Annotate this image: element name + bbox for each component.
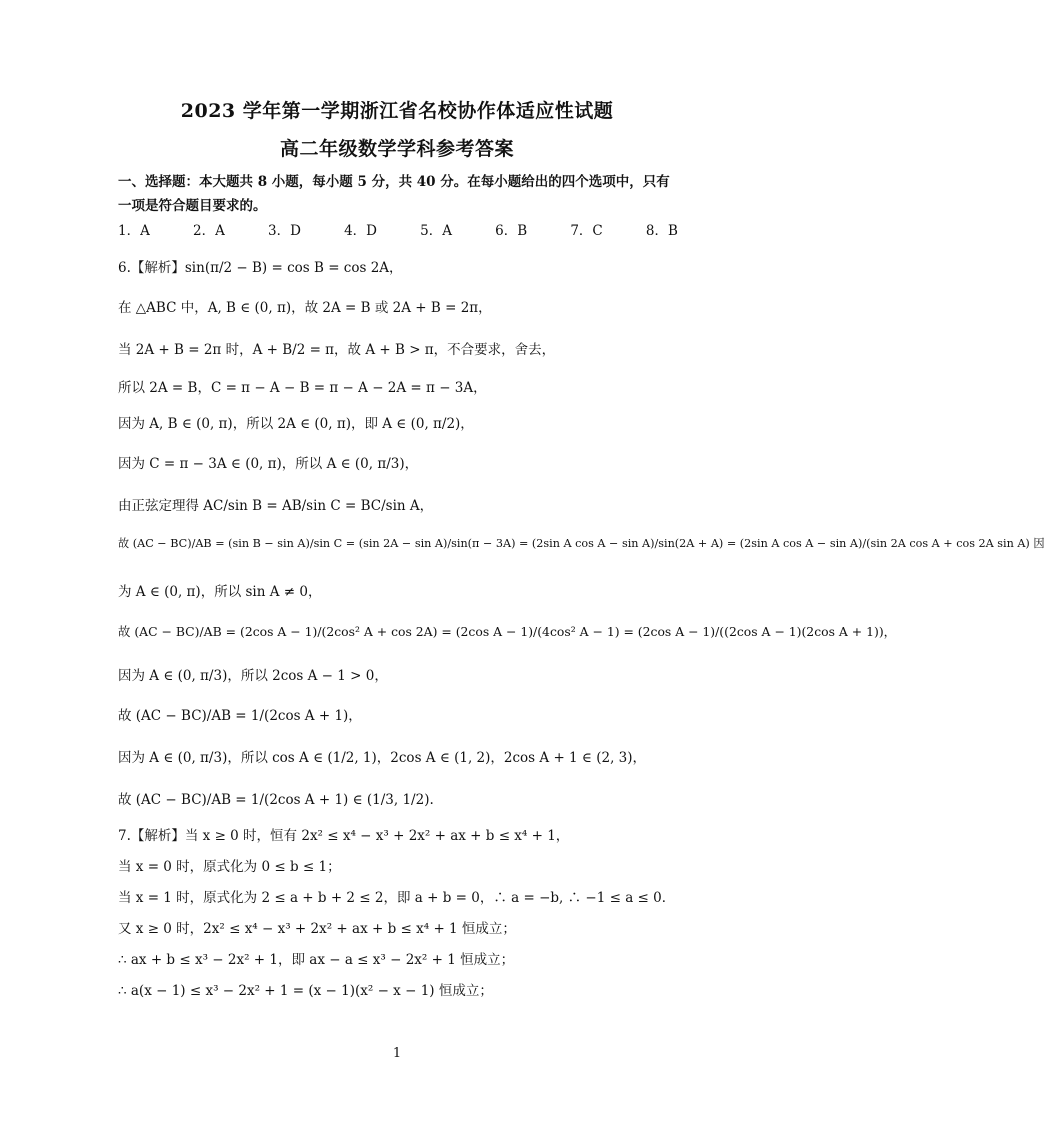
answer-item: 5．A — [420, 223, 452, 239]
q6-line: 因为 A ∈ (0, π/3)，所以 2cos A − 1 > 0， — [118, 668, 388, 684]
q6-line: 故 (AC − BC)/AB = 1/(2cos A + 1)， — [118, 708, 362, 724]
q7-line: ∴ ax + b ≤ x³ − 2x² + 1，即 ax − a ≤ x³ − 2x² + 1 恒成立； — [118, 952, 515, 968]
q6-line: 为 A ∈ (0, π)，所以 sin A ≠ 0， — [118, 584, 322, 600]
q7-line: ∴ a(x − 1) ≤ x³ − 2x² + 1 = (x − 1)(x² − x − 1) 恒成立； — [118, 983, 493, 999]
q7-line: 7.【解析】当 x ≥ 0 时，恒有 2x² ≤ x⁴ − x³ + 2x² + ax + b ≤ x⁴ + 1， — [118, 828, 570, 844]
q7-line: 当 x = 0 时，原式化为 0 ≤ b ≤ 1； — [118, 859, 341, 875]
section-heading-line2: 一项是符合题目要求的。 — [118, 198, 267, 214]
answer-item: 2．A — [193, 223, 225, 239]
answer-item: 6．B — [495, 223, 528, 239]
q6-line: 因为 A ∈ (0, π/3)，所以 cos A ∈ (1/2, 1)，2cos A ∈ (1, 2)，2cos A + 1 ∈ (2, 3)， — [118, 750, 647, 766]
page-subtitle: 高二年级数学学科参考答案 — [279, 138, 514, 160]
q6-line: 故 (AC − BC)/AB = (2cos A − 1)/(2cos² A + cos 2A) = (2cos A − 1)/(4cos² A − 1) = (2cos A − 1)/((2cos A − 1)(2cos A + 1))， — [118, 624, 897, 639]
q6-line: 故 (AC − BC)/AB = 1/(2cos A + 1) ∈ (1/3, 1/2). — [118, 792, 434, 808]
section-heading-line1: 一、选择题：本大题共 8 小题，每小题 5 分，共 40 分。在每小题给出的四个选项中，只有 — [118, 174, 670, 190]
page-title: 2023 学年第一学期浙江省名校协作体适应性试题 — [180, 100, 614, 122]
answer-item: 4．D — [344, 223, 377, 239]
answer-key-row — [118, 219, 678, 239]
q6-line: 由正弦定理得 AC/sin B = AB/sin C = BC/sin A， — [118, 498, 434, 514]
q7-line: 当 x = 1 时，原式化为 2 ≤ a + b + 2 ≤ 2，即 a + b = 0，∴ a = −b, ∴ −1 ≤ a ≤ 0． — [118, 890, 676, 906]
q6-line: 6.【解析】sin(π/2 − B) = cos B = cos 2A， — [118, 260, 403, 276]
answer-item: 7．C — [570, 223, 603, 239]
page-number: 1 — [392, 1046, 402, 1061]
q6-line: 因为 C = π − 3A ∈ (0, π)，所以 A ∈ (0, π/3)， — [118, 456, 419, 472]
answer-item: 8．B — [645, 223, 678, 239]
answer-item: 1．A — [118, 223, 150, 239]
q6-line: 当 2A + B = 2π 时，A + B/2 = π，故 A + B > π，不合要求，舍去， — [118, 342, 556, 358]
answer-item: 3．D — [268, 223, 301, 239]
q6-line: 所以 2A = B，C = π − A − B = π − A − 2A = π − 3A， — [118, 380, 487, 396]
q6-line: 因为 A, B ∈ (0, π)，所以 2A ∈ (0, π)，即 A ∈ (0, π/2)， — [118, 416, 474, 432]
q7-line: 又 x ≥ 0 时，2x² ≤ x⁴ − x³ + 2x² + ax + b ≤ x⁴ + 1 恒成立； — [118, 921, 516, 937]
q6-line: 在 △ABC 中，A, B ∈ (0, π)，故 2A = B 或 2A + B = 2π， — [118, 300, 492, 316]
q6-line: 故 (AC − BC)/AB = (sin B − sin A)/sin C = (sin 2A − sin A)/sin(π − 3A) = (2sin A cos A − sin A)/sin(2A + A) = (2sin A cos A − sin A)/(sin 2A cos A + cos 2A sin A) 因 — [118, 537, 1045, 550]
